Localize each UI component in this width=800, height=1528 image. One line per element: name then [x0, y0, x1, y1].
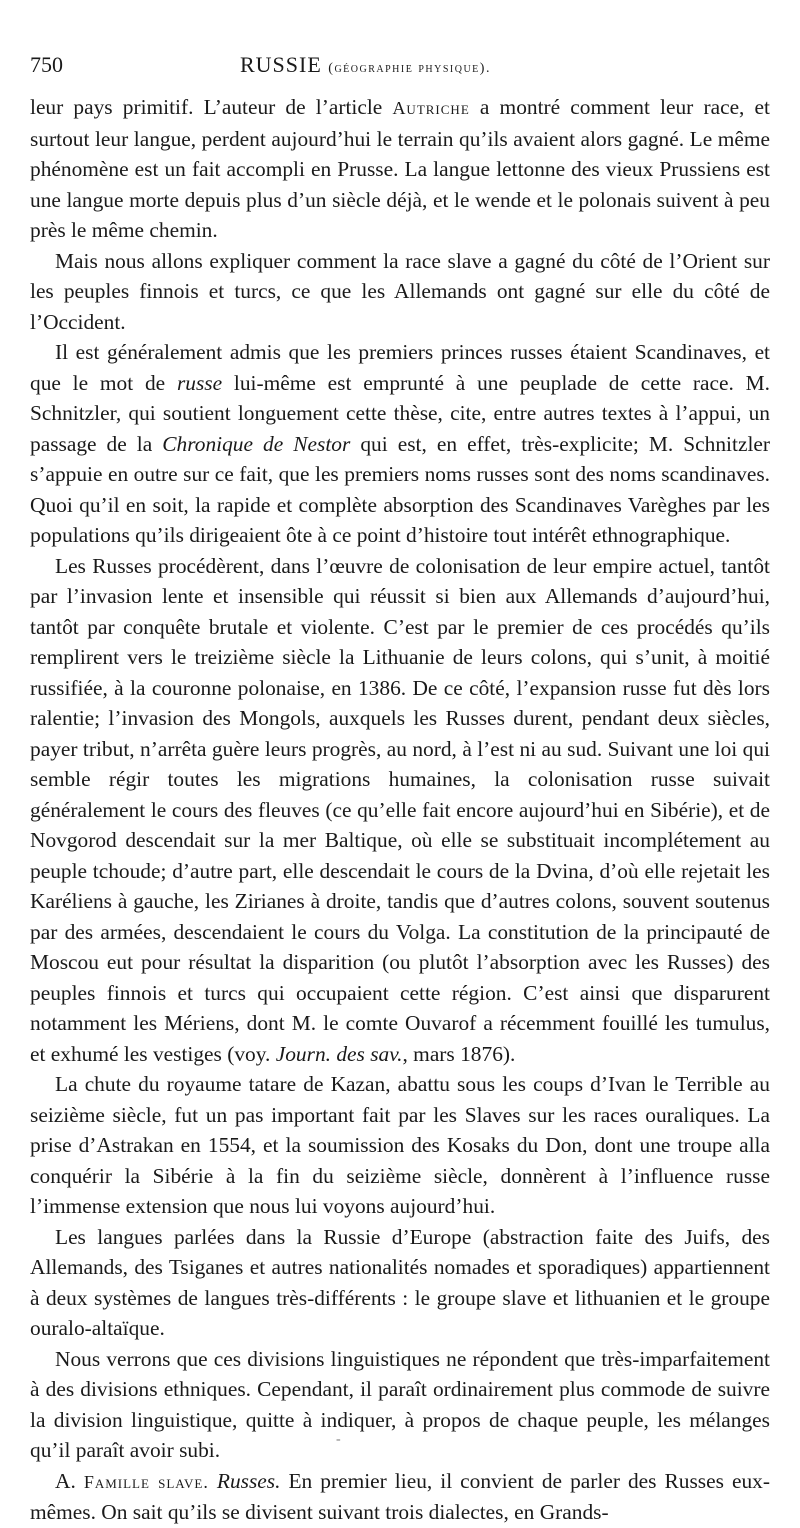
italic-text: Russes. [216, 1468, 281, 1493]
text-run: La chute du royaume tatare de Kazan, abattu sous les coups d’Ivan le Terrible au seizième siècle, fut un pas important fait par les Slaves sur les races ouraliques. La prise d’Astrakan en 1554, et la soumission des Kosaks du Don, dont une troupe alla conquérir la Sibérie à la fin du seizième siècle, donnèrent à l’influence russe l’immense extension que nous lui voyons aujourd’hui. [30, 1072, 770, 1218]
text-run: Nous verrons que ces divisions linguistiques ne répondent que très-imparfaitement à des divisions ethniques. Cependant, il paraît ordinairement plus commode de suivre la division linguistique, quitte à indiquer, à propos de chaque peuple, les mélanges qu’il paraît avoir subi. [30, 1346, 770, 1462]
paragraph [30, 551, 770, 1070]
italic-text: Journ. des sav. [275, 1041, 403, 1066]
italic-text: russe [176, 370, 223, 395]
text-run: Mais nous allons expliquer comment la race slave a gagné du côté de l’Orient sur les peuples finnois et turcs, ce que les Allemands ont gagné sur elle du côté de l’Occident. [30, 248, 770, 334]
body-text [30, 92, 770, 1528]
paragraph [30, 246, 770, 338]
text-run: Les Russes procédèrent, dans l’œuvre de colonisation de leur empire actuel, tantôt par l’invasion lente et insensible qui réussit si bien aux Allemands d’aujourd’hui, tantôt par conquête brutale et violente. C’est par le premier de ces procédés qu’ils remplirent vers le treizième siècle la Lithuanie de leurs colons, qui s’unit, à moitié russifiée, à la couronne polonaise, en 1386. De ce côté, l’expansion russe fut dès lors ralentie; l’invasion des Mongols, auxquels les Russes durent, pendant deux siècles, payer tribut, n’arrêta guère leurs progrès, au nord, à l’est ni au sud. Suivant une loi qui semble régir toutes les migrations humaines, la colonisation russe suivait généralement le cours des fleuves (ce qu’elle fait encore aujourd’hui en Sibérie), et de Novgorod descendait sur la mer Baltique, où elle se substituait incomplétement au peuple tchoude; d’autre part, elle descendait le cours de la Dvina, d’où elle rejetait les Karéliens à gauche, les Zirianes à droite, tandis que d’autres colons, souvent soutenus par des armées, descendaient le cours du Volga. La constitution de la principauté de Moscou eut pour résultat la disparition (ou plutôt l’absorption avec les Russes) des peuples finnois et turcs qui occupaient cette région. C’est ainsi que disparurent notamment les Mériens, dont M. le comte Ouvarof a récemment fouillé les tumulus, et exhumé les vestiges (voy. [30, 553, 770, 1066]
paragraph [30, 92, 770, 246]
small-caps-text: Famille slave. [83, 1471, 209, 1492]
text-run: qui est, en effet, très-explicite; M. Schnitzler s’appuie en outre sur ce fait, que les premiers noms russes sont des noms scandinaves. Quoi qu’il en soit, la rapide et complète absorption des Scandinaves Varèghes par les populations qu’ils dirigeaient ôte à ce point d’histoire tout intérêt ethnographique. [30, 431, 770, 547]
text-run: En premier lieu, il convient de parler des Russes eux-mêmes. On sait qu’ils se divisent suivant trois dialectes, en Grands- [30, 1468, 770, 1524]
paragraph [30, 1222, 770, 1344]
paragraph [30, 1466, 770, 1528]
text-run [209, 1469, 217, 1493]
running-title-main: RUSSIE [240, 52, 322, 77]
text-run: Il est généralement admis que les premiers princes russes étaient Scandinaves, et que le mot de [30, 340, 770, 395]
stray-mark: - [336, 1432, 341, 1447]
text-run: Les langues parlées dans la Russie d’Europe (abstraction faite des Juifs, des Allemands, des Tsiganes et autres nationalités nomades et sporadiques) appartiennent à deux systèmes de langues très-différents : le groupe slave et lithuanien et le groupe ouralo-altaïque. [30, 1224, 770, 1340]
running-title [240, 52, 491, 78]
paragraph [30, 1069, 770, 1222]
text-run: leur pays primitif. L’auteur de l’article [30, 95, 393, 119]
text-run: a montré comment leur race, et surtout leur langue, perdent aujourd’hui le terrain qu’ils avaient alors gagné. Le même phénomène est un fait accompli en Prusse. La langue lettonne des vieux Prussiens est une langue morte depuis plus d’un siècle déjà, et le wende et le polonais suivent à peu près le même chemin. [30, 95, 770, 242]
text-run: lui-même est emprunté à une peuplade de cette race. M. Schnitzler, qui soutient longuement cette thèse, cite, entre autres textes à l’appui, un passage de la [30, 370, 770, 456]
running-header [30, 52, 770, 92]
italic-text: Chronique de Nestor [162, 431, 351, 456]
text-run: A. [55, 1468, 84, 1493]
paragraph [30, 1344, 770, 1466]
paragraph [30, 337, 770, 551]
page-number: 750 [30, 52, 63, 77]
running-title-subtitle: (géographie physique). [328, 61, 491, 76]
text-run: , mars 1876). [402, 1041, 516, 1066]
small-caps-text: Autriche [392, 98, 470, 118]
